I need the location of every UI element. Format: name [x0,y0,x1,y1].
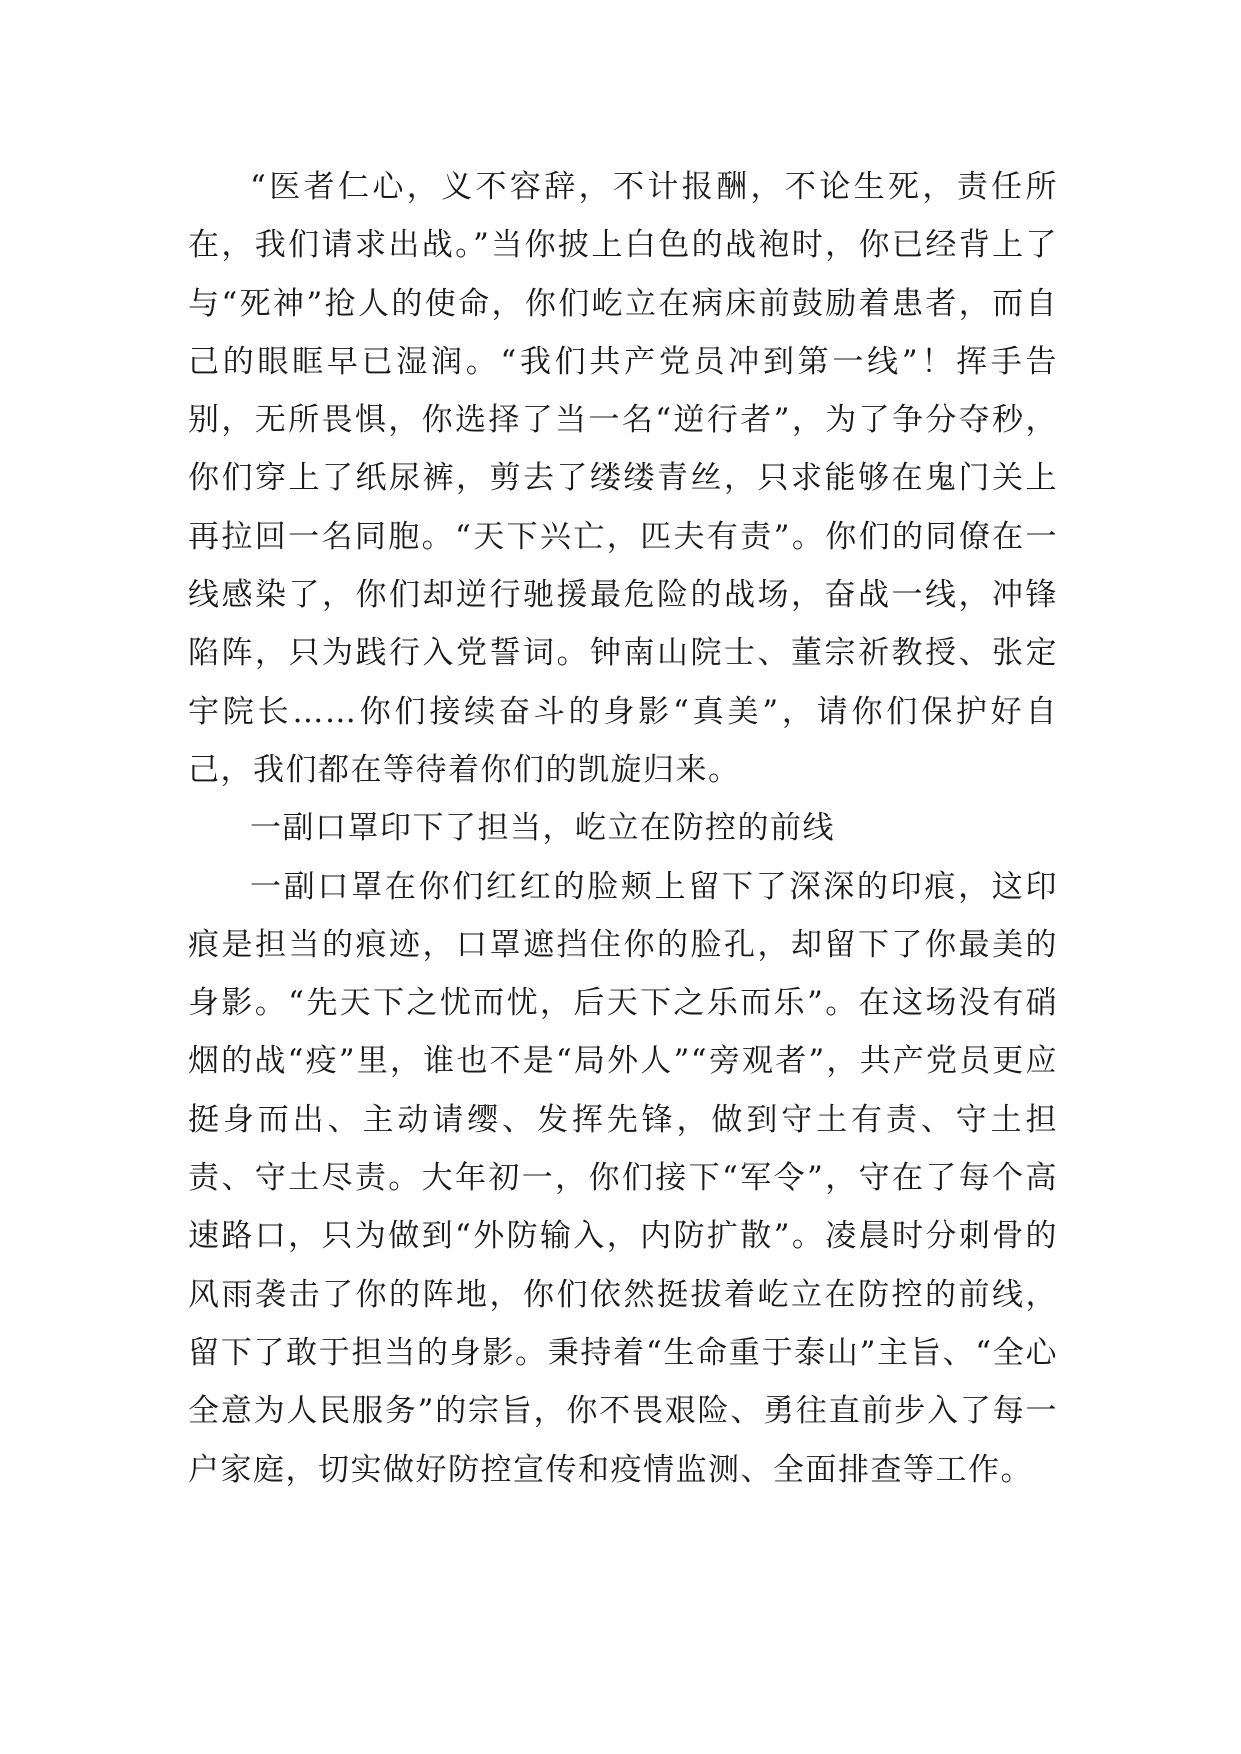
paragraph-mask: 一副口罩在你们红红的脸颊上留下了深深的印痕，这印痕是担当的痕迹，口罩遮挡住你的脸孔，却留下了你最美的身影。“先天下之忧而忧，后天下之乐而乐”。在这场没有硝烟的战“疫”里，谁也不是“局外人”“旁观者”，共产党员更应挺身而出、主动请缨、发挥先锋，做到守土有责、守土担责、守土尽责。大年初一，你们接下“军令”，守在了每个高速路口，只为做到“外防输入，内防扩散”。凌晨时分刺骨的风雨袭击了你的阵地，你们依然挺拔着屹立在防控的前线，留下了敢于担当的身影。秉持着“生命重于泰山”主旨、“全心全意为人民服务”的宗旨，你不畏艰险、勇往直前步入了每一户家庭，切实做好防控宣传和疫情监测、全面排查等工作。 [188,868,1058,1488]
section-heading-mask: 一副口罩印下了担当，屹立在防控的前线 [250,810,835,847]
paragraph-heroes: “医者仁心，义不容辞，不计报酬，不论生死，责任所在，我们请求出战。”当你披上白色的战袍时，你已经背上了与“死神”抢人的使命，你们屹立在病床前鼓励着患者，而自己的眼眶早已湿润。“我们共产党员冲到第一线”！挥手告别，无所畏惧，你选择了当一名“逆行者”，为了争分夺秒，你们穿上了纸尿裤，剪去了缕缕青丝，只求能够在鬼门关上再拉回一名同胞。“天下兴亡，匹夫有责”。你们的同僚在一线感染了，你们却逆行驰援最危险的战场，奋战一线，冲锋陷阵，只为践行入党誓词。钟南山院士、董宗祈教授、张定宇院长……你们接续奋斗的身影“真美”，请你们保护好自己，我们都在等待着你们的凯旋归来。 [188,169,1058,788]
document-body [188,158,1058,1499]
